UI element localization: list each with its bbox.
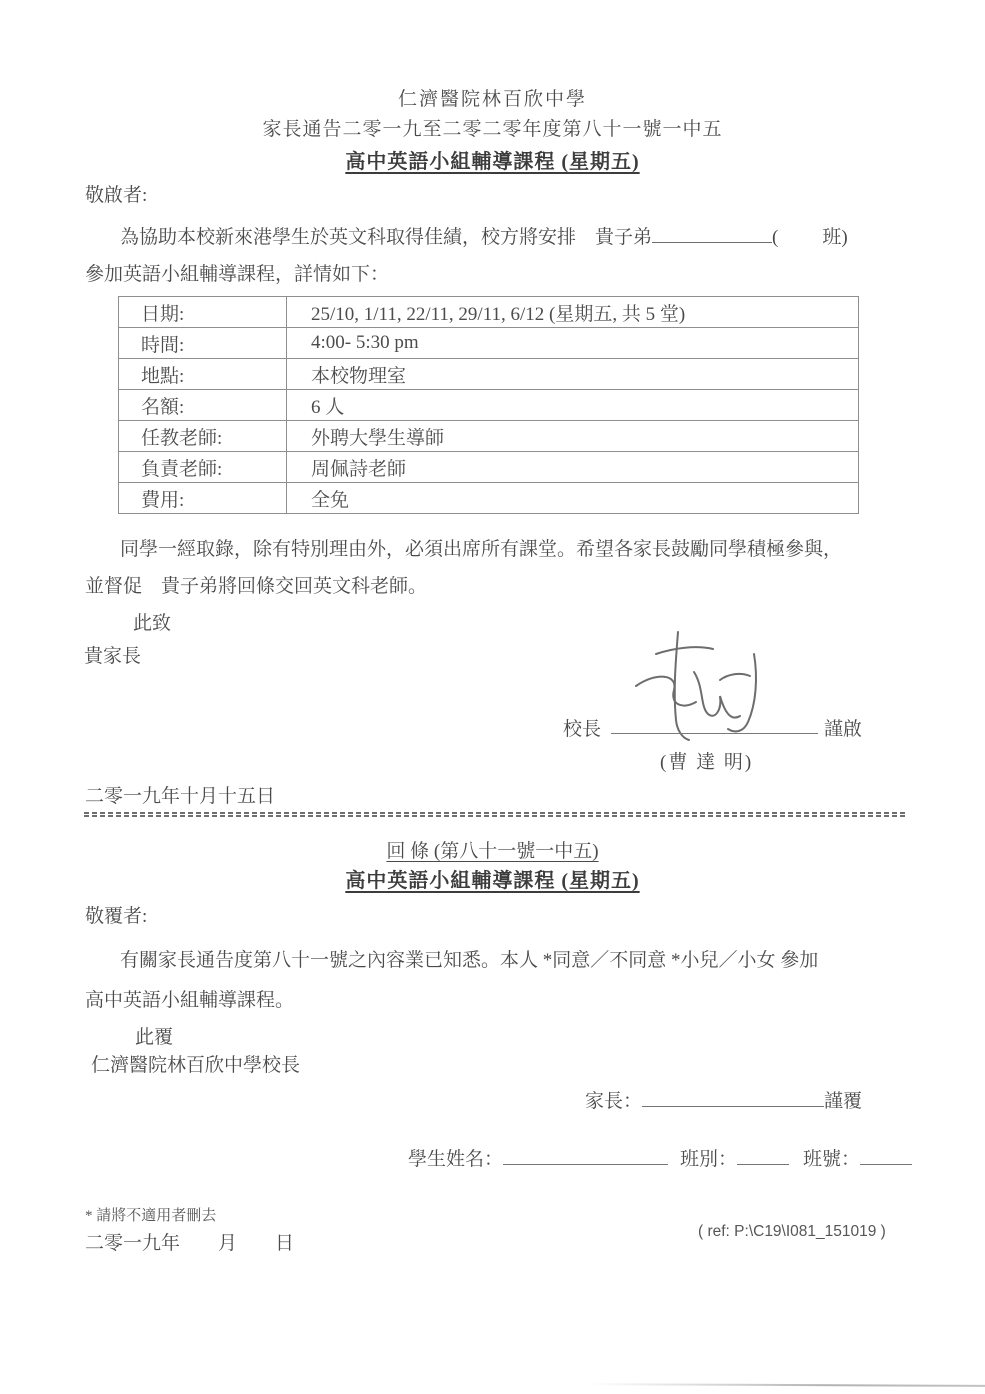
- school-name: 仁濟醫院林百欣中學: [397, 89, 587, 110]
- attendance-line-1: 同學一經取錄，除有特別理由外，必須出席所有課堂。希望各家長鼓勵同學積極參與，: [120, 539, 843, 560]
- student-name-blank: [503, 1147, 668, 1165]
- reply-date-line: 二零一九年 月 日: [85, 1233, 295, 1254]
- class-label: 班別：: [680, 1149, 738, 1170]
- closing-salute: 此致: [133, 613, 172, 634]
- notice-salutation: 敬啟者:: [85, 185, 148, 206]
- row-label: 費用:: [119, 483, 287, 514]
- reply-slip-subtitle: 高中英語小組輔導課程 (星期五): [345, 870, 640, 892]
- student-info-row: [408, 1144, 912, 1171]
- scan-artifact-line: [588, 1383, 985, 1387]
- notice-number-line: 家長通告二零一九至二零二零年度第八十一號一中五: [262, 119, 723, 140]
- paren-open: (: [772, 227, 779, 248]
- row-value: 6 人: [287, 390, 859, 421]
- row-value: 本校物理室: [287, 359, 859, 390]
- class-number-label: 班號：: [803, 1149, 861, 1170]
- notice-title: 高中英語小組輔導課程 (星期五): [345, 151, 640, 173]
- intro-paragraph: [85, 219, 848, 293]
- reply-body-line-2: 高中英語小組輔導課程。: [85, 990, 295, 1011]
- parent-signature-row: [585, 1086, 862, 1113]
- row-value: 全免: [287, 483, 859, 514]
- closing-recipient: 貴家長: [84, 646, 142, 667]
- reply-slip-title: 回 條 (第八十一號一中五): [386, 841, 599, 862]
- student-name-label: 學生姓名：: [408, 1149, 504, 1170]
- row-label: 時間:: [119, 328, 287, 359]
- row-label: 地點:: [119, 359, 287, 390]
- attendance-line-2: 並督促 貴子弟將回條交回英文科老師。: [85, 576, 428, 597]
- table-row-teacher-in-charge: [119, 452, 859, 483]
- attendance-paragraph: [85, 531, 842, 605]
- parent-sign-off: 謹覆: [824, 1091, 863, 1112]
- principal-signature: [616, 628, 766, 746]
- class-blank: [737, 1147, 789, 1165]
- row-label: 任教老師:: [119, 421, 287, 452]
- course-details-table: [118, 296, 859, 514]
- principal-signature-line: [611, 733, 818, 734]
- reply-closing-salute: 此覆: [135, 1027, 174, 1048]
- table-row-tutor: [119, 421, 859, 452]
- intro-line-2: 參加英語小組輔導課程，詳情如下：: [85, 264, 390, 285]
- row-label: 負責老師:: [119, 452, 287, 483]
- intro-text: 為協助本校新來港學生於英文科取得佳績，校方將安排 貴子弟: [120, 227, 653, 248]
- row-value: 25/10, 1/11, 22/11, 29/11, 6/12 (星期五, 共 5 堂): [287, 297, 859, 328]
- delete-inapplicable-footnote: * 請將不適用者刪去: [85, 1208, 217, 1224]
- file-reference: ( ref: P:\C19\I081_151019 ): [698, 1223, 886, 1240]
- table-row-quota: [119, 390, 859, 421]
- row-value: 外聘大學生導師: [287, 421, 859, 452]
- reply-addressee: 仁濟醫院林百欣中學校長: [91, 1055, 301, 1076]
- table-row-date: [119, 297, 859, 328]
- row-value: 4:00- 5:30 pm: [287, 328, 859, 359]
- principal-sign-off: 謹啟: [824, 719, 863, 740]
- table-row-time: [119, 328, 859, 359]
- reply-body-line-1: 有關家長通告度第八十一號之內容業已知悉。本人 *同意／不同意 *小兒／小女 參加: [120, 950, 819, 971]
- table-row-venue: [119, 359, 859, 390]
- row-value: 周佩詩老師: [287, 452, 859, 483]
- principal-name: (曹 達 明): [660, 752, 754, 773]
- row-label: 日期:: [119, 297, 287, 328]
- table-row-fee: [119, 483, 859, 514]
- row-label: 名額:: [119, 390, 287, 421]
- parent-signature-blank: [642, 1089, 824, 1107]
- issue-date: 二零一九年十月十五日: [85, 786, 276, 807]
- reply-salutation: 敬覆者:: [85, 906, 148, 927]
- tear-off-dashed-line: [84, 812, 908, 817]
- class-suffix: 班): [822, 227, 848, 248]
- principal-label: 校長: [563, 719, 602, 740]
- student-name-blank-inline: [652, 225, 772, 243]
- intro-line-1: [85, 219, 848, 256]
- reply-body: [85, 941, 818, 1021]
- class-number-blank: [860, 1147, 912, 1165]
- parent-label: 家長：: [585, 1091, 643, 1112]
